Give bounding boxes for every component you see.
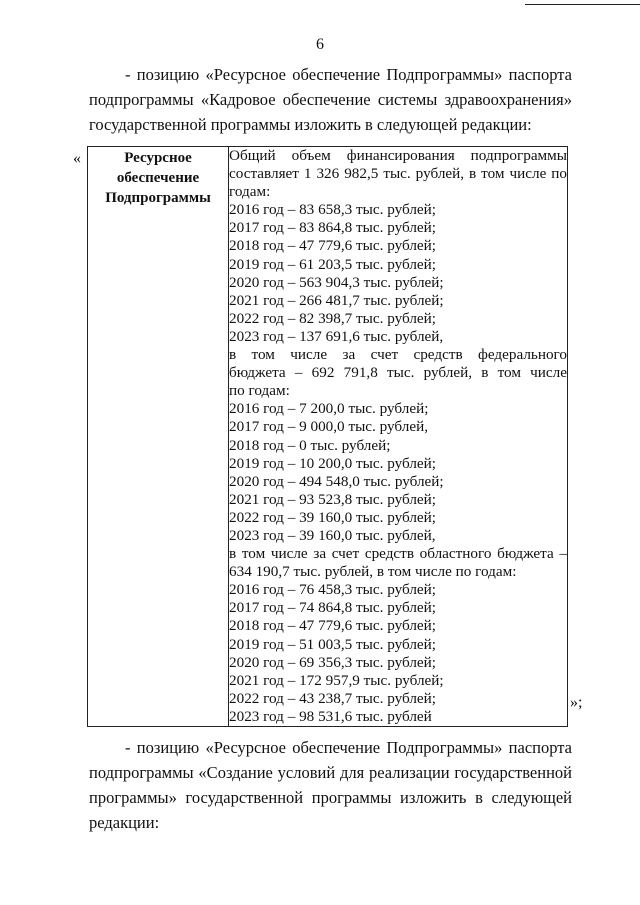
resource-table	[87, 146, 568, 727]
funding-line: 2023 год – 137 691,6 тыс. рублей,	[229, 327, 444, 345]
opening-quote: «	[73, 150, 81, 167]
funding-line: 2018 год – 0 тыс. рублей;	[229, 436, 391, 454]
intro-line-1: - позицию «Ресурсное обеспечение Подпрограммы» паспорта	[125, 65, 572, 84]
funding-line: 2023 год – 39 160,0 тыс. рублей,	[229, 526, 436, 544]
intro-line-3: государственной программы изложить в следующей редакции:	[89, 115, 532, 134]
funding-line: бюджета – 692 791,8 тыс. рублей, в том числе	[229, 364, 567, 382]
second-line-1: - позицию «Ресурсное обеспечение Подпрограммы» паспорта	[125, 738, 572, 757]
funding-line: 2022 год – 39 160,0 тыс. рублей;	[229, 508, 437, 526]
funding-line: 2019 год – 61 203,5 тыс. рублей;	[229, 255, 437, 273]
funding-line: 2020 год – 494 548,0 тыс. рублей;	[229, 472, 444, 490]
funding-line: 2022 год – 82 398,7 тыс. рублей;	[229, 309, 437, 327]
resource-row	[88, 147, 568, 727]
funding-line: 2019 год – 51 003,5 тыс. рублей;	[229, 635, 437, 653]
closing-quote: »;	[570, 694, 583, 711]
funding-line: 2017 год – 9 000,0 тыс. рублей,	[229, 418, 429, 436]
resource-label-line-2: обеспечение	[116, 170, 200, 186]
funding-line: по годам:	[229, 382, 290, 400]
second-line-2: подпрограммы «Создание условий для реализации государственной	[89, 763, 572, 782]
funding-line: 2017 год – 83 864,8 тыс. рублей;	[229, 219, 437, 237]
funding-line: 2018 год – 47 779,6 тыс. рублей;	[229, 617, 437, 635]
funding-line: Общий объем финансирования подпрограммы	[229, 147, 567, 164]
funding-line: 2021 год – 93 523,8 тыс. рублей;	[229, 490, 437, 508]
funding-line: 2023 год – 98 531,6 тыс. рублей	[229, 707, 432, 725]
second-paragraph	[89, 735, 572, 835]
funding-line: годам:	[229, 183, 271, 201]
top-rule	[525, 4, 640, 5]
funding-line: в том числе за счет средств областного бюджета –	[229, 545, 567, 563]
funding-line: 2020 год – 563 904,3 тыс. рублей;	[229, 273, 444, 291]
resource-content-cell	[229, 147, 568, 727]
page-number: 6	[316, 36, 324, 53]
funding-line: 2016 год – 7 200,0 тыс. рублей;	[229, 400, 429, 418]
funding-line: 2019 год – 10 200,0 тыс. рублей;	[229, 454, 437, 472]
intro-line-2: подпрограммы «Кадровое обеспечение системы здравоохранения»	[89, 90, 572, 109]
intro-paragraph	[89, 62, 572, 137]
resource-label-cell	[88, 147, 229, 727]
funding-line: 2016 год – 76 458,3 тыс. рублей;	[229, 581, 437, 599]
funding-line: составляет 1 326 982,5 тыс. рублей, в том числе по	[229, 165, 567, 183]
funding-line: в том числе за счет средств федерального	[229, 346, 567, 364]
second-line-4: редакции:	[89, 813, 160, 832]
funding-line: 634 190,7 тыс. рублей, в том числе по годам:	[229, 563, 517, 581]
funding-line: 2018 год – 47 779,6 тыс. рублей;	[229, 237, 437, 255]
resource-label-line-1: Ресурсное	[124, 150, 192, 166]
funding-line: 2016 год – 83 658,3 тыс. рублей;	[229, 201, 437, 219]
funding-line: 2017 год – 74 864,8 тыс. рублей;	[229, 599, 437, 617]
funding-line: 2021 год – 172 957,9 тыс. рублей;	[229, 671, 444, 689]
funding-line: 2021 год – 266 481,7 тыс. рублей;	[229, 291, 444, 309]
funding-line: 2020 год – 69 356,3 тыс. рублей;	[229, 653, 437, 671]
resource-label-line-3: Подпрограммы	[105, 190, 211, 206]
funding-line: 2022 год – 43 238,7 тыс. рублей;	[229, 689, 437, 707]
second-line-3: программы» государственной программы изложить в следующей	[89, 788, 572, 807]
